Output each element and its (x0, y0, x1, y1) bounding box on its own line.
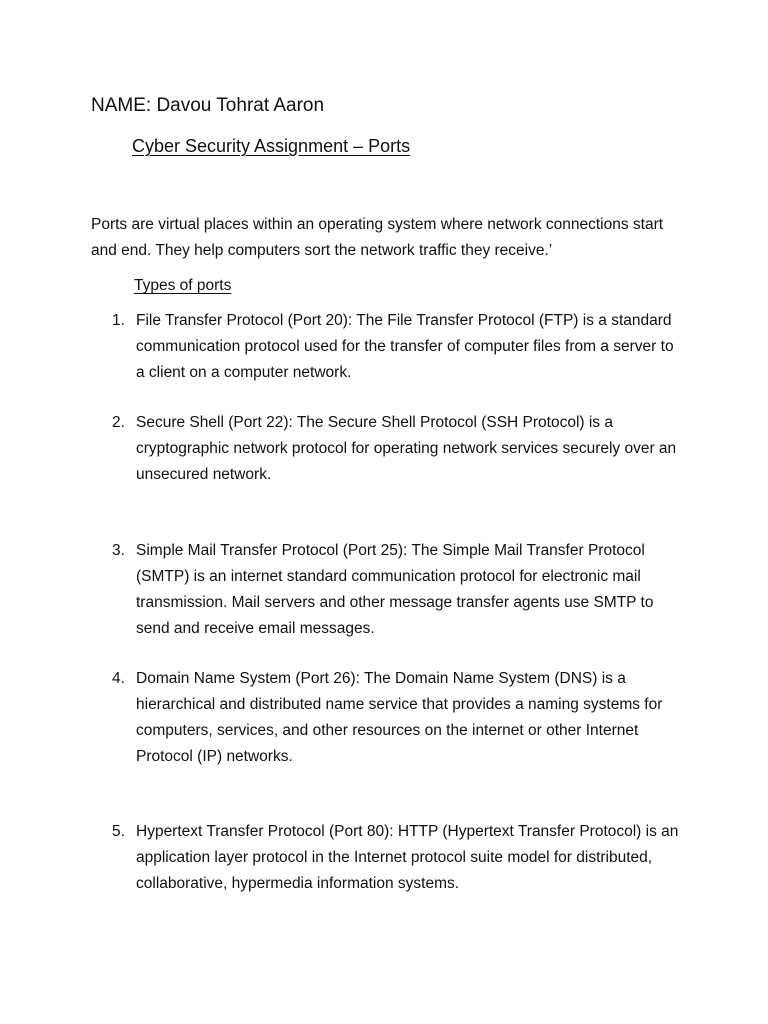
list-item (112, 308, 682, 386)
list-item (112, 666, 682, 770)
student-name: NAME: Davou Tohrat Aaron (91, 95, 325, 116)
list-item-number: 3. (112, 542, 125, 559)
list-item (112, 410, 682, 488)
list-item-number: 2. (112, 414, 125, 431)
list-item-text: Hypertext Transfer Protocol (Port 80): HTTP (Hypertext Transfer Protocol) is an application layer protocol in the Internet protocol suite model for distributed, collaborative, hypermedia information systems. (136, 823, 679, 892)
list-item-number: 1. (112, 312, 125, 329)
list-item (112, 538, 682, 642)
list-item-text: Secure Shell (Port 22): The Secure Shell Protocol (SSH Protocol) is a cryptographic network protocol for operating network services securely over an unsecured network. (136, 414, 677, 483)
intro-paragraph: Ports are virtual places within an operating system where network connections start and end. They help computers sort the network traffic they receive.’ (91, 216, 664, 259)
list-item-text: Simple Mail Transfer Protocol (Port 25): The Simple Mail Transfer Protocol (SMTP) is an internet standard communication protocol for electronic mail transmission. Mail servers and other message transfer agents use SMTP to send and receive email messages. (136, 542, 654, 637)
section-subheading: Types of ports (134, 277, 232, 294)
document-title: Cyber Security Assignment – Ports (132, 136, 411, 156)
list-item-number: 5. (112, 823, 125, 840)
list-item-text: Domain Name System (Port 26): The Domain Name System (DNS) is a hierarchical and distributed name service that provides a naming systems for computers, services, and other resources on the internet or other Internet Protocol (IP) networks. (136, 670, 663, 765)
list-item-text: File Transfer Protocol (Port 20): The File Transfer Protocol (FTP) is a standard communication protocol used for the transfer of computer files from a server to a client on a computer network. (136, 312, 674, 381)
list-item-number: 4. (112, 670, 125, 687)
list-item (112, 819, 682, 897)
